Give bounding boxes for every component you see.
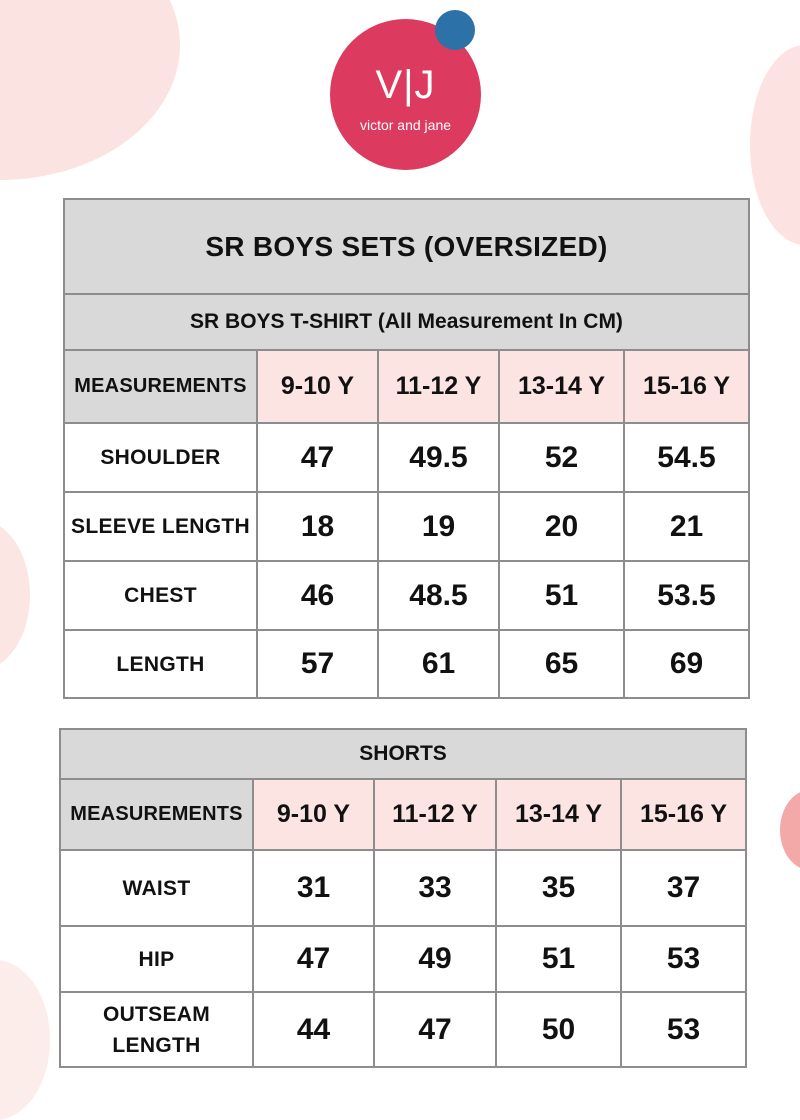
table-cell: 53 [621,926,746,992]
table-cell: 33 [374,850,496,926]
table-title: SHORTS [60,729,746,779]
decor-blob-top-left [0,0,180,180]
size-header: 15-16 Y [621,779,746,850]
table-cell: 21 [624,492,749,561]
table-cell: 37 [621,850,746,926]
table-row [60,850,746,926]
row-label: HIP [60,926,253,992]
table-header-row [60,779,746,850]
decor-blob-middle-right [780,790,800,870]
measurements-header: MEASUREMENTS [60,779,253,850]
table-cell: 35 [496,850,621,926]
decor-blob-right [750,45,800,245]
table-cell: 53 [621,992,746,1067]
size-header: 11-12 Y [378,350,499,423]
tshirt-size-table [63,198,750,699]
table-row [64,630,749,698]
logo-dot-icon [435,10,475,50]
decor-blob-bottom-left [0,960,50,1120]
size-header: 13-14 Y [496,779,621,850]
row-label: CHEST [64,561,257,630]
row-label: SHOULDER [64,423,257,492]
table-row [60,926,746,992]
table-cell: 48.5 [378,561,499,630]
table-title: SR BOYS SETS (OVERSIZED) [64,199,749,294]
table-cell: 51 [496,926,621,992]
row-label: LENGTH [64,630,257,698]
table-cell: 50 [496,992,621,1067]
measurements-header: MEASUREMENTS [64,350,257,423]
table-cell: 47 [257,423,378,492]
shorts-size-table [59,728,747,1068]
table-cell: 47 [374,992,496,1067]
table-row [64,423,749,492]
table-subtitle: SR BOYS T-SHIRT (All Measurement In CM) [64,294,749,350]
table-cell: 69 [624,630,749,698]
table-row [60,992,746,1067]
table-cell: 52 [499,423,624,492]
table-cell: 20 [499,492,624,561]
table-cell: 31 [253,850,374,926]
size-header: 13-14 Y [499,350,624,423]
table-row [64,492,749,561]
table-cell: 54.5 [624,423,749,492]
table-cell: 49 [374,926,496,992]
table-row [64,561,749,630]
table-cell: 47 [253,926,374,992]
size-header: 9-10 Y [257,350,378,423]
row-label: WAIST [60,850,253,926]
table-cell: 18 [257,492,378,561]
row-label: OUTSEAM LENGTH [60,992,253,1067]
table-cell: 44 [253,992,374,1067]
table-cell: 19 [378,492,499,561]
brand-monogram: V|J [375,63,436,107]
table-cell: 51 [499,561,624,630]
decor-blob-middle-left [0,520,30,670]
row-label: SLEEVE LENGTH [64,492,257,561]
table-cell: 65 [499,630,624,698]
table-cell: 49.5 [378,423,499,492]
table-header-row [64,350,749,423]
table-cell: 53.5 [624,561,749,630]
size-header: 11-12 Y [374,779,496,850]
table-cell: 61 [378,630,499,698]
table-cell: 46 [257,561,378,630]
size-header: 9-10 Y [253,779,374,850]
size-header: 15-16 Y [624,350,749,423]
brand-name: victor and jane [359,117,452,133]
table-cell: 57 [257,630,378,698]
